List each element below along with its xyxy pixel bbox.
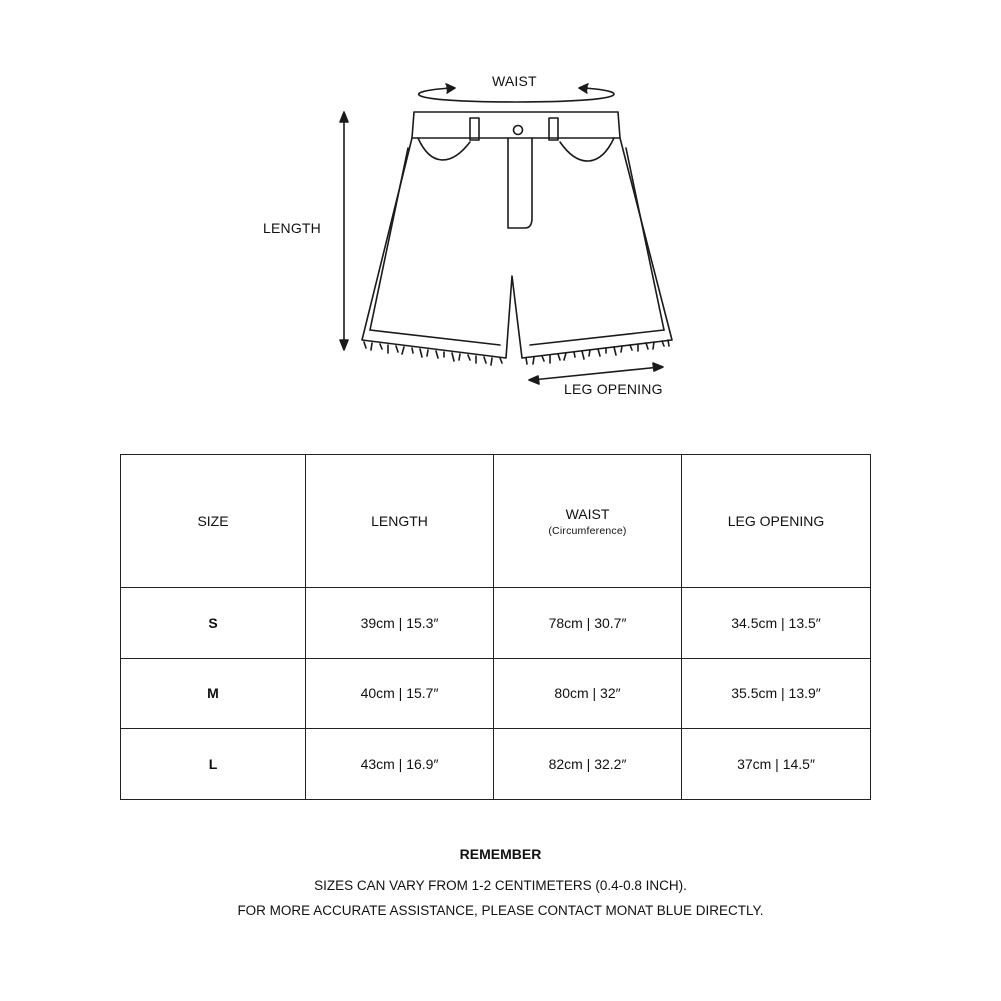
table-row: [121, 588, 871, 659]
length-label: LENGTH: [263, 220, 321, 236]
length-cell: 40cm | 15.7″: [306, 658, 494, 729]
length-cell: 43cm | 16.9″: [306, 729, 494, 800]
leg-opening-cell: 34.5cm | 13.5″: [682, 588, 871, 659]
size-chart-table: [120, 454, 871, 800]
waist-cell: 82cm | 32.2″: [494, 729, 682, 800]
notes-line-2: FOR MORE ACCURATE ASSISTANCE, PLEASE CONTACT MONAT BLUE DIRECTLY.: [237, 903, 764, 918]
size-cell: L: [121, 729, 306, 800]
notes-heading: REMEMBER: [459, 846, 542, 862]
leg-opening-arrow: [532, 367, 660, 380]
header-leg-opening: LEG OPENING: [682, 455, 871, 588]
notes-line-1: SIZES CAN VARY FROM 1-2 CENTIMETERS (0.4-0.8 INCH).: [314, 878, 687, 893]
shorts-icon: [0, 0, 1001, 430]
leg-opening-cell: 37cm | 14.5″: [682, 729, 871, 800]
measurement-diagram: [0, 0, 1001, 430]
leg-opening-label: LEG OPENING: [564, 381, 663, 397]
size-cell: S: [121, 588, 306, 659]
length-cell: 39cm | 15.3″: [306, 588, 494, 659]
header-waist: [494, 455, 682, 588]
table-row: [121, 729, 871, 800]
waist-cell: 78cm | 30.7″: [494, 588, 682, 659]
header-size: SIZE: [121, 455, 306, 588]
table-header-row: [121, 455, 871, 588]
header-length: LENGTH: [306, 455, 494, 588]
header-waist-label: WAIST: [565, 505, 610, 522]
waist-cell: 80cm | 32″: [494, 658, 682, 729]
leg-opening-cell: 35.5cm | 13.9″: [682, 658, 871, 729]
size-cell: M: [121, 658, 306, 729]
header-waist-sub: (Circumference): [548, 524, 627, 537]
waist-label: WAIST: [492, 73, 537, 89]
table-row: [121, 658, 871, 729]
